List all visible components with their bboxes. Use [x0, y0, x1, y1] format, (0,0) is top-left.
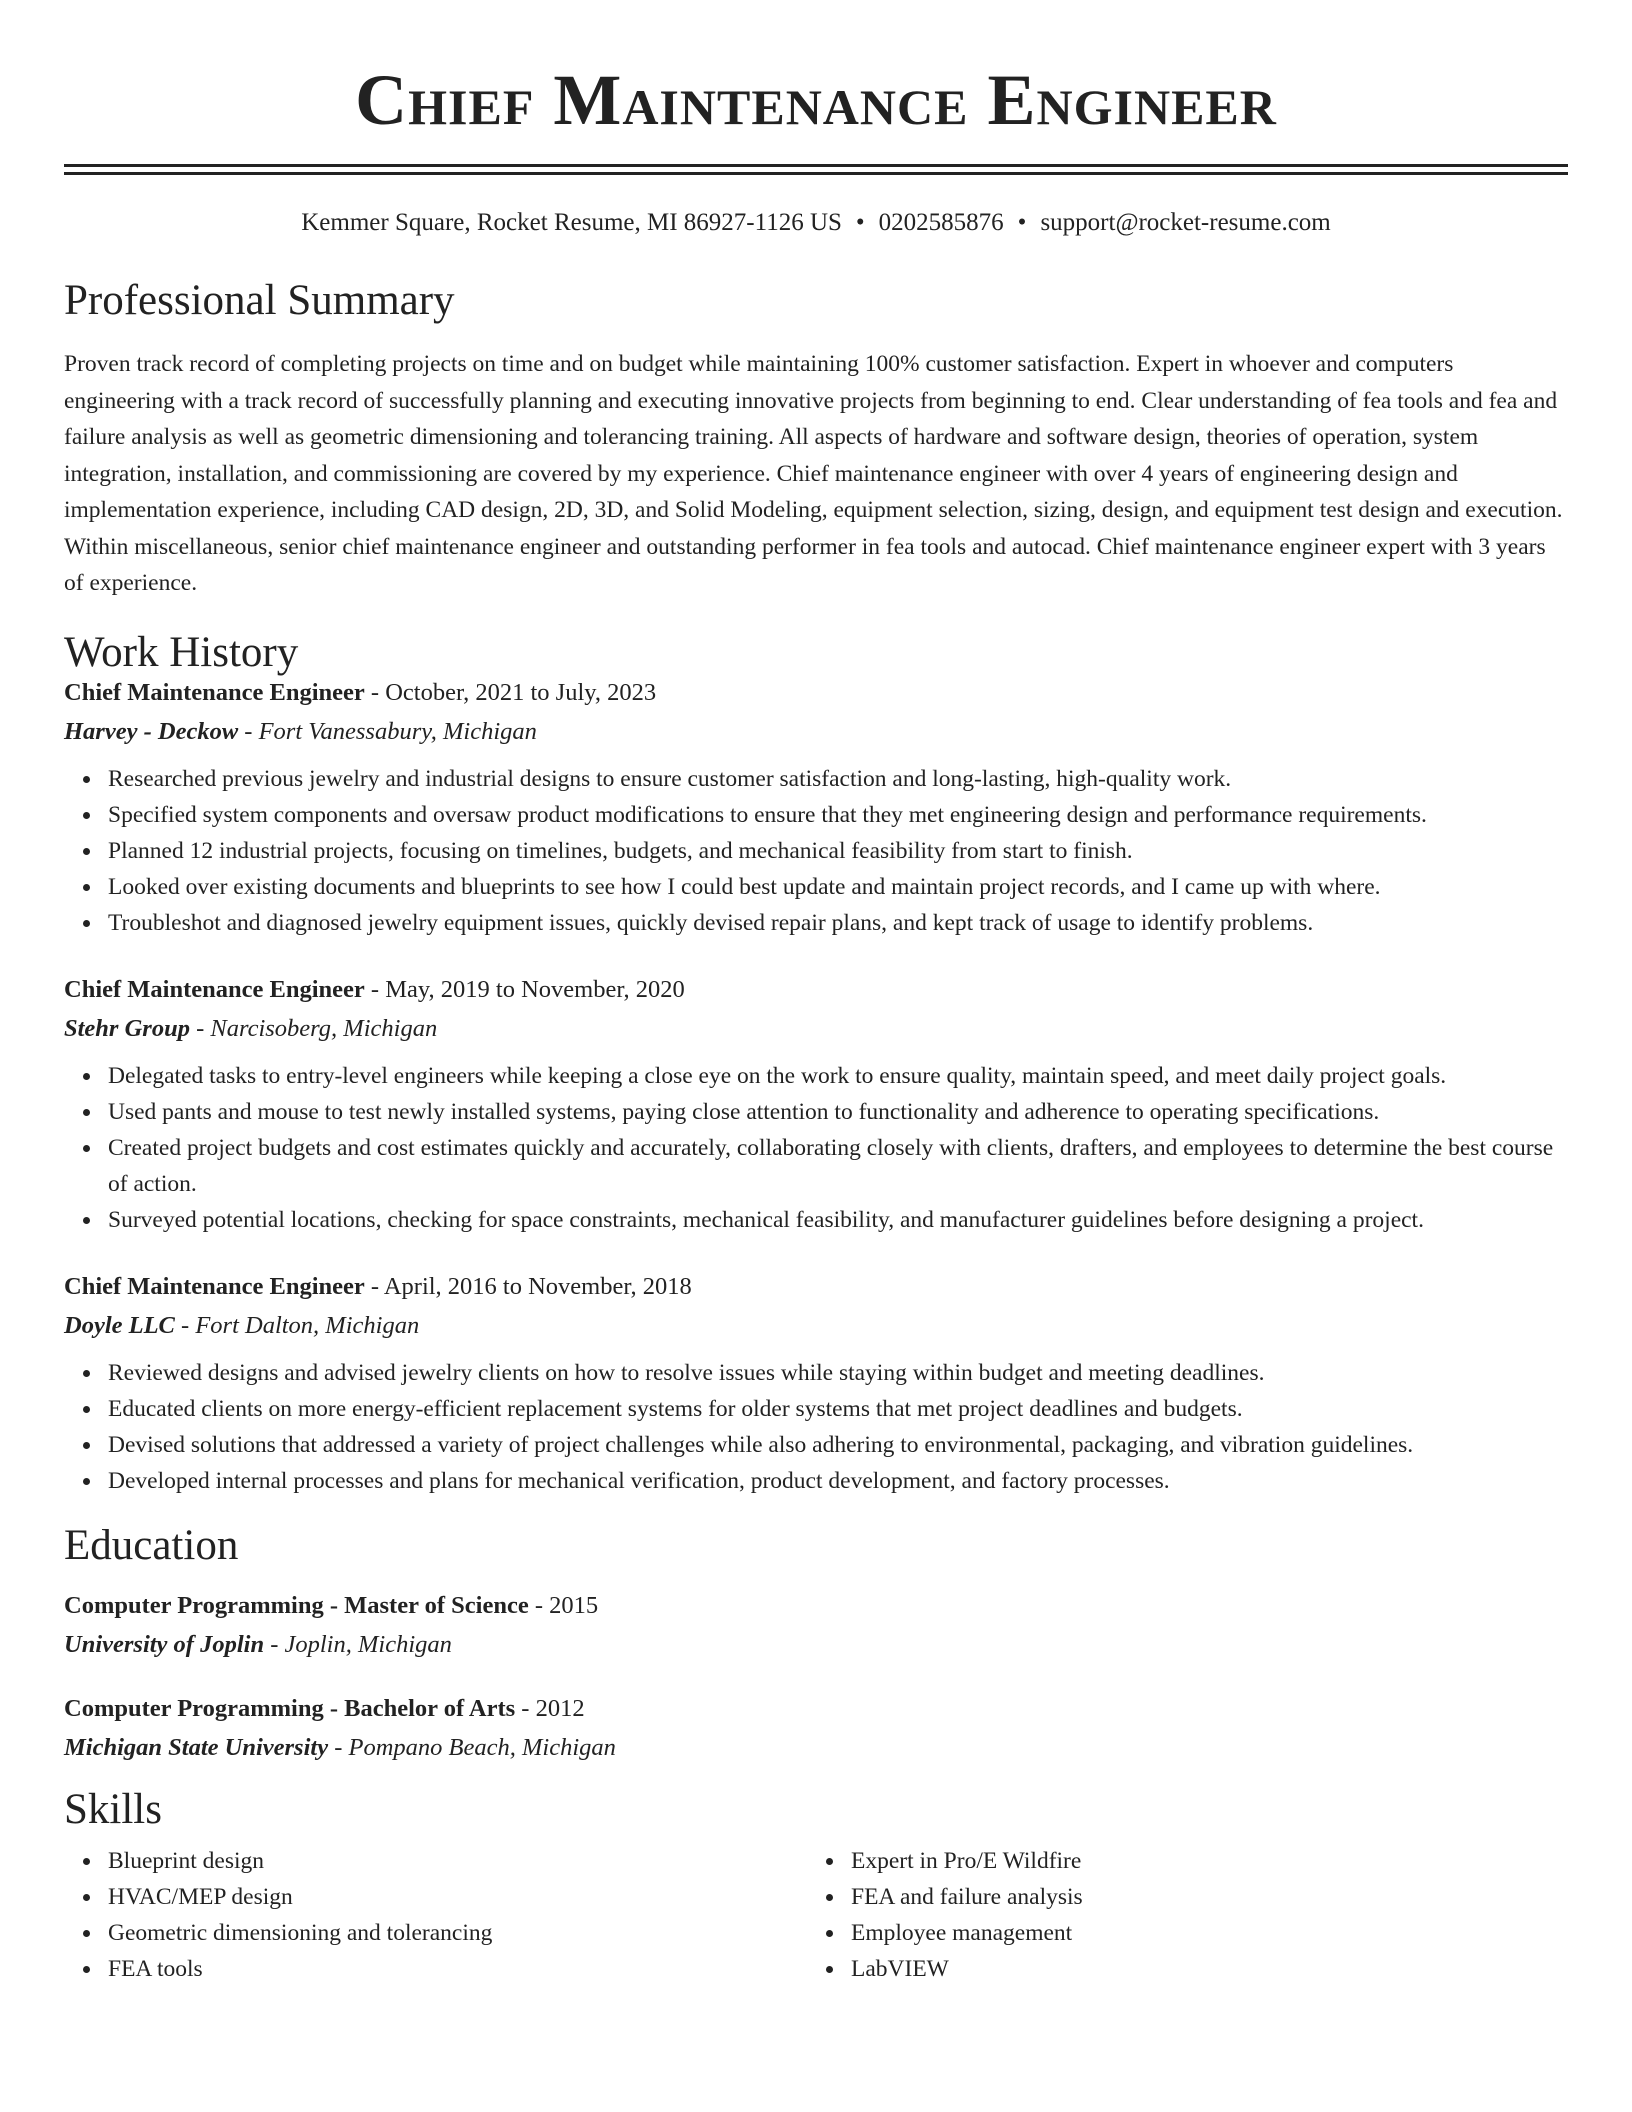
skill-item: Geometric dimensioning and tolerancing — [108, 1915, 807, 1951]
contact-email: support@rocket-resume.com — [1040, 209, 1331, 236]
skills-list-left — [64, 1843, 807, 1987]
skill-item: Expert in Pro/E Wildfire — [851, 1843, 1550, 1879]
job-company-line — [64, 1311, 1568, 1341]
contact-line — [64, 208, 1568, 238]
list-item: Educated clients on more energy-efficient replacement systems for older systems that met project deadlines and budgets. — [108, 1391, 1568, 1427]
job-dates: - May, 2019 to November, 2020 — [364, 975, 685, 1003]
job-header — [64, 1272, 1568, 1302]
list-item: Surveyed potential locations, checking for space constraints, mechanical feasibility, and manufacturer guidelines before designing a project. — [108, 1202, 1568, 1238]
skill-item: HVAC/MEP design — [108, 1879, 807, 1915]
education-entry — [64, 1591, 1568, 1660]
education-school: Michigan State University — [64, 1733, 329, 1761]
list-item: Delegated tasks to entry-level engineers while keeping a close eye on the work to ensure quality, maintain speed, and meet daily project goals. — [108, 1058, 1568, 1094]
job-role: Chief Maintenance Engineer — [64, 975, 365, 1003]
list-item: Devised solutions that addressed a variety of project challenges while also adhering to environmental, packaging, and vibration guidelines. — [108, 1427, 1568, 1463]
education-header — [64, 1694, 1568, 1724]
contact-address: Kemmer Square, Rocket Resume, MI 86927-1126 US — [301, 209, 842, 236]
education-year: - 2012 — [515, 1694, 585, 1722]
education-school: University of Joplin — [64, 1630, 265, 1658]
job-bullets — [64, 1058, 1568, 1238]
section-title-work: Work History — [64, 628, 299, 676]
job-role: Chief Maintenance Engineer — [64, 678, 365, 706]
list-item: Looked over existing documents and blueprints to see how I could best update and maintain project records, and I came up with where. — [108, 869, 1568, 905]
skills-columns — [64, 1843, 1568, 1987]
education-entry — [64, 1694, 1568, 1763]
education-degree: Computer Programming - Bachelor of Arts — [64, 1694, 516, 1722]
section-title-skills: Skills — [64, 1785, 162, 1833]
summary-text: Proven track record of completing projects on time and on budget while maintaining 100% customer satisfaction. Expert in whoever and computers engineering with a track record of successfully planning and executing innovative projects from beginning to end. Clear understanding of fea tools and fea and failure analysis as well as geometric dimensioning and tolerancing training. All aspects of hardware and software design, theories of operation, system integration, installation, and commissioning are covered by my experience. Chief maintenance engineer with over 4 years of engineering design and implementation experience, including CAD design, 2D, 3D, and Solid Modeling, equipment selection, sizing, design, and equipment test design and execution. Within miscellaneous, senior chief maintenance engineer and outstanding performer in fea tools and autocad. Chief maintenance engineer expert with 3 years of experience. — [64, 351, 1563, 596]
skill-item: FEA and failure analysis — [851, 1879, 1550, 1915]
education-degree: Computer Programming - Master of Science — [64, 1591, 529, 1619]
header-divider — [64, 164, 1568, 175]
job-company-line — [64, 717, 1568, 747]
resume-name: Chief Maintenance Engineer — [355, 60, 1277, 140]
job-entry — [64, 678, 1568, 941]
job-entry — [64, 975, 1568, 1238]
job-location: - Fort Vanessabury, Michigan — [238, 717, 537, 745]
skill-item: Blueprint design — [108, 1843, 807, 1879]
job-dates: - April, 2016 to November, 2018 — [364, 1272, 692, 1300]
list-item: Reviewed designs and advised jewelry clients on how to resolve issues while staying within budget and meeting deadlines. — [108, 1355, 1568, 1391]
job-header — [64, 975, 1568, 1005]
job-location: - Fort Dalton, Michigan — [174, 1311, 420, 1339]
job-header — [64, 678, 1568, 708]
job-bullets — [64, 761, 1568, 941]
contact-phone: 0202585876 — [878, 209, 1004, 236]
job-company: Stehr Group — [64, 1014, 190, 1042]
skills-list-right — [807, 1843, 1550, 1987]
list-item: Developed internal processes and plans for mechanical verification, product development, and factory processes. — [108, 1463, 1568, 1499]
list-item: Created project budgets and cost estimates quickly and accurately, collaborating closely with clients, drafters, and employees to determine the best course of action. — [108, 1130, 1568, 1202]
skill-item: FEA tools — [108, 1951, 807, 1987]
education-school-line — [64, 1630, 1568, 1660]
section-title-education: Education — [64, 1521, 239, 1569]
job-location: - Narcisoberg, Michigan — [189, 1014, 438, 1042]
education-header — [64, 1591, 1568, 1621]
education-location: - Pompano Beach, Michigan — [328, 1733, 616, 1761]
job-company-line — [64, 1014, 1568, 1044]
contact-separator: • — [855, 209, 865, 236]
list-item: Specified system components and oversaw product modifications to ensure that they met engineering design and performance requirements. — [108, 797, 1568, 833]
job-dates: - October, 2021 to July, 2023 — [364, 678, 657, 706]
education-school-line — [64, 1733, 1568, 1763]
list-item: Used pants and mouse to test newly installed systems, paying close attention to functionality and adherence to operating specifications. — [108, 1094, 1568, 1130]
contact-separator: • — [1017, 209, 1027, 236]
skill-item: Employee management — [851, 1915, 1550, 1951]
job-bullets — [64, 1355, 1568, 1499]
list-item: Researched previous jewelry and industrial designs to ensure customer satisfaction and long-lasting, high-quality work. — [108, 761, 1568, 797]
job-company: Harvey - Deckow — [64, 717, 239, 745]
job-company: Doyle LLC — [64, 1311, 175, 1339]
list-item: Planned 12 industrial projects, focusing on timelines, budgets, and mechanical feasibility from start to finish. — [108, 833, 1568, 869]
education-year: - 2015 — [528, 1591, 599, 1619]
education-location: - Joplin, Michigan — [264, 1630, 452, 1658]
job-role: Chief Maintenance Engineer — [64, 1272, 365, 1300]
job-entry — [64, 1272, 1568, 1499]
list-item: Troubleshot and diagnosed jewelry equipment issues, quickly devised repair plans, and kept track of usage to identify problems. — [108, 905, 1568, 941]
section-title-summary: Professional Summary — [64, 277, 455, 324]
skill-item: LabVIEW — [851, 1951, 1550, 1987]
